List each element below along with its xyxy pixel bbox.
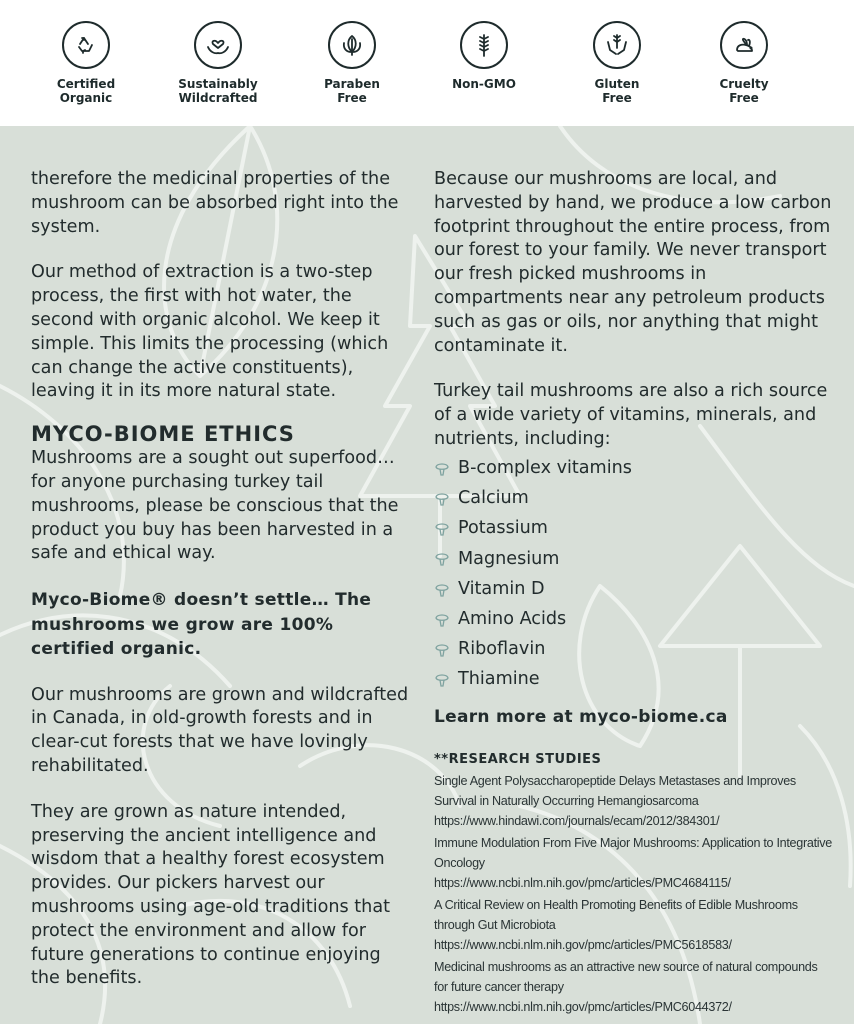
list-item bbox=[434, 454, 834, 484]
badge-gluten-free bbox=[562, 21, 672, 105]
mushroom-bullet-icon bbox=[434, 612, 450, 628]
nutrient-label: Potassium bbox=[458, 518, 548, 539]
badge-certified-organic bbox=[31, 21, 141, 105]
mushroom-bullet-icon bbox=[434, 582, 450, 598]
learn-more-link[interactable]: Learn more at myco-biome.ca bbox=[434, 707, 728, 728]
study-title: Immune Modulation From Five Major Mushrooms: Application to Integrative Oncology bbox=[434, 835, 832, 870]
study-title: Medicinal mushrooms as an attractive new source of natural compounds for future cancer therapy bbox=[434, 959, 818, 994]
right-column bbox=[434, 168, 834, 1017]
badge-label: Gluten Free bbox=[594, 77, 640, 105]
nutrient-label: Amino Acids bbox=[458, 608, 567, 629]
grain-hands-icon bbox=[593, 21, 641, 69]
study-url[interactable]: https://www.ncbi.nlm.nih.gov/pmc/articles/PMC5618583/ bbox=[434, 937, 732, 952]
study-entry bbox=[434, 957, 834, 1017]
list-item bbox=[434, 665, 834, 695]
list-item bbox=[434, 575, 834, 605]
left-column bbox=[31, 168, 411, 991]
paragraph-local-harvest: Because our mushrooms are local, and harvested by hand, we produce a low carbon footprint throughout the entire process, from our forest to your family. We never transport our fresh picked mushrooms in compartments near any petroleum products such as gas or oils, nor anything that might contaminate it. bbox=[434, 169, 832, 356]
paragraph-nature-intended: They are grown as nature intended, preserving the ancient intelligence and wisdom that a healthy forest ecosystem provides. Our pickers harvest our mushrooms using age-old traditions that protect the environment and allow for future generations to continue enjoying the benefits. bbox=[31, 801, 391, 989]
nutrient-label: Riboflavin bbox=[458, 639, 546, 660]
mushroom-bullet-icon bbox=[434, 551, 450, 567]
badge-paraben-free bbox=[297, 21, 407, 105]
badge-label: Paraben Free bbox=[324, 77, 380, 105]
list-item bbox=[434, 484, 834, 514]
nutrient-list bbox=[434, 454, 834, 696]
study-title: A Critical Review on Health Promoting Benefits of Edible Mushrooms through Gut Microbiota bbox=[434, 897, 798, 932]
study-entry bbox=[434, 833, 834, 893]
statement-certified-organic: Myco-Biome® doesn’t settle… The mushrooms we grow are 100% certified organic. bbox=[31, 590, 372, 660]
badge-non-gmo bbox=[429, 21, 539, 91]
list-item bbox=[434, 544, 834, 574]
study-url[interactable]: https://www.ncbi.nlm.nih.gov/pmc/articles/PMC6044372/ bbox=[434, 999, 732, 1014]
badge-label: Cruelty Free bbox=[719, 77, 769, 105]
mushroom-bullet-icon bbox=[434, 521, 450, 537]
mushroom-bullet-icon bbox=[434, 672, 450, 688]
nutrient-label: B-complex vitamins bbox=[458, 457, 632, 478]
paragraph-nutrients-intro: Turkey tail mushrooms are also a rich source of a wide variety of vitamins, minerals, and nutrients, including: bbox=[434, 381, 828, 449]
section-heading-ethics: MYCO-BIOME ETHICS bbox=[31, 422, 295, 447]
badge-label: Certified Organic bbox=[56, 77, 116, 105]
badge-label: Non-GMO bbox=[452, 77, 516, 91]
paragraph-superfood: Mushrooms are a sought out superfood… for anyone purchasing turkey tail mushrooms, please be conscious that the product you buy has been harvested in a safe and ethical way. bbox=[31, 448, 399, 564]
paragraph-extraction: Our method of extraction is a two-step process, the first with hot water, the second with organic alcohol. We keep it simple. This limits the processing (which can change the active constituents), leaving it in its more natural state. bbox=[31, 262, 389, 402]
study-url[interactable]: https://www.ncbi.nlm.nih.gov/pmc/articles/PMC4684115/ bbox=[434, 875, 731, 890]
study-entry bbox=[434, 895, 834, 955]
recycle-hand-icon bbox=[62, 21, 110, 69]
nutrient-label: Thiamine bbox=[458, 669, 540, 690]
nutrient-label: Vitamin D bbox=[458, 578, 545, 599]
nutrient-label: Calcium bbox=[458, 488, 529, 509]
certification-bar bbox=[0, 0, 854, 126]
badge-cruelty-free bbox=[689, 21, 799, 105]
mushroom-bullet-icon bbox=[434, 642, 450, 658]
heart-hands-icon bbox=[194, 21, 242, 69]
list-item bbox=[434, 514, 834, 544]
nutrient-label: Magnesium bbox=[458, 548, 560, 569]
badge-sustainably-wildcrafted bbox=[163, 21, 273, 105]
study-title: Single Agent Polysaccharopeptide Delays Metastases and Improves Survival in Naturally Occurring Hemangiosarcoma bbox=[434, 773, 796, 808]
list-item bbox=[434, 635, 834, 665]
paragraph-absorption: therefore the medicinal properties of the mushroom can be absorbed right into the system. bbox=[31, 169, 399, 237]
rabbit-icon bbox=[720, 21, 768, 69]
list-item bbox=[434, 605, 834, 635]
study-entry bbox=[434, 771, 834, 831]
study-url[interactable]: https://www.hindawi.com/journals/ecam/2012/384301/ bbox=[434, 813, 720, 828]
paragraph-grown-in-canada: Our mushrooms are grown and wildcrafted in Canada, in old-growth forests and in clear-cut forests that we have lovingly rehabilitated. bbox=[31, 684, 409, 777]
leaf-icon bbox=[328, 21, 376, 69]
badge-label: Sustainably Wildcrafted bbox=[178, 77, 258, 105]
research-studies-heading: **RESEARCH STUDIES bbox=[434, 751, 602, 767]
mushroom-bullet-icon bbox=[434, 461, 450, 477]
mushroom-bullet-icon bbox=[434, 491, 450, 507]
wheat-icon bbox=[460, 21, 508, 69]
